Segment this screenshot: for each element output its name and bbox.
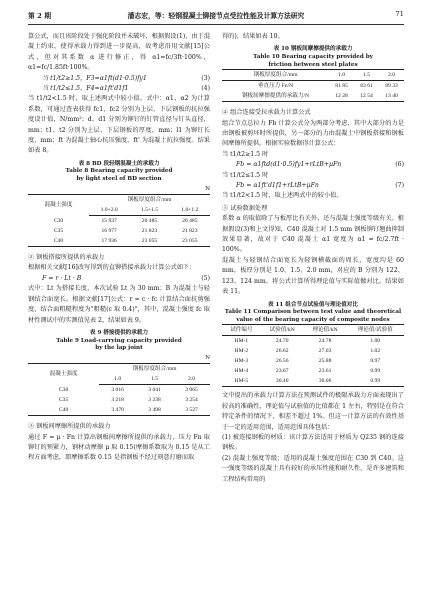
equation-text: Fb = α1ft'd1f1+rLtB+μFn xyxy=(236,182,319,190)
table-cell: C30 xyxy=(53,217,64,224)
table-row xyxy=(28,405,210,416)
table-subheader: 1.0+2.0 xyxy=(89,205,129,216)
paragraph: 算公式，而且该阶段处于强化阶段并未破坏，根据假设(1)，由于混凝土约束，使得承载力得到进一步提高，故考虑沿用文献[15]公式，但对其系数 α 进行修正，得 α1=fc/3ft·100%，α1=fc/1.85ft·100%。 xyxy=(28,33,211,72)
table-cell: 23 055 xyxy=(170,236,210,247)
table-cell: 26.56 xyxy=(275,358,289,365)
table11-caption-cn: 表 11 组合节点试验值与理论值对比 xyxy=(268,301,358,308)
table-cell: 3 527 xyxy=(173,405,210,416)
section-heading: ③ 钢板间摩擦所提供的承载力 xyxy=(28,423,111,431)
section-heading: ④ 组合连接受拉承载力计算公式 xyxy=(222,109,311,117)
table-cell: 3 254 xyxy=(185,397,198,404)
equation-condition: 当 t1/t2≤1.5 时 xyxy=(222,171,269,179)
equation-number: (6) xyxy=(395,161,404,169)
table9-caption-en-1: Table 9 Load-carrying capacity provided xyxy=(56,337,182,344)
table-header: 钢板厚度组合/mm xyxy=(89,195,210,206)
table-row xyxy=(222,336,404,347)
equation-7 xyxy=(222,181,404,191)
table-cell: 30.06 xyxy=(304,376,347,387)
table-cell: 83 61 xyxy=(360,83,373,90)
table10-caption-en-1: Table 10 Bearing capacity provided by xyxy=(253,54,373,60)
table-header: 钢板厚度组合/mm xyxy=(222,70,329,81)
equation-text: F = r · Lt · B xyxy=(42,274,82,282)
table-row xyxy=(222,356,404,366)
equation-number: (3) xyxy=(201,74,210,82)
table9-caption-en-2: by the lap joint xyxy=(95,345,143,352)
table8-unit: N xyxy=(205,185,210,192)
table-cell: HM-2 xyxy=(234,348,249,355)
paragraph: (2) 混凝土强度等级：适用的混凝土强度范围在 C30 到 C40。这一强度等级的混凝土具有较好的承压性能和耐久性，是许多建筑和工程结构常用的 xyxy=(222,454,404,483)
table-cell: 89 33 xyxy=(385,83,398,90)
table-cell: 0.99 xyxy=(347,376,404,387)
table-subheader: 1.0 xyxy=(99,374,136,385)
table-header: 试验值/kN xyxy=(261,325,304,336)
equation-number: (5) xyxy=(201,274,210,282)
table-cell: 3 065 xyxy=(185,387,198,394)
paragraph: 根据相关文献[16]改写得到的直铆搭接承载力计算公式如下： xyxy=(28,264,196,272)
page-number: 71 xyxy=(395,10,404,18)
table-cell: 钢板间摩擦提供的承载力/N xyxy=(222,91,329,102)
table-cell: HM-4 xyxy=(234,368,249,375)
table-cell: 20 485 xyxy=(141,218,158,225)
table-cell: 0.97 xyxy=(370,358,381,365)
table10-caption-en-2: friction between steel plates xyxy=(268,61,358,68)
table-cell: 20 485 xyxy=(182,218,198,225)
table-cell: 24.78 xyxy=(318,338,332,345)
running-title: 潘志宏，等：轻钢混凝土铆接节点受拉性能及计算方法研究 xyxy=(127,12,305,20)
table-row xyxy=(28,395,210,405)
table-header: 理论值/试验值 xyxy=(347,325,404,336)
paragraph: 当 t1/t2<1.5 时，取上述两式中较小值。式中：α1、α2 为计算系数，可通过查表获得 fc1、fc2 分别为上层、下层钢板的抗拉强度设计值，N/mm²；d、d1 分别为铆钉的钉管直径与钉头直径，mm；t1、t2 分别为上层、下层钢板的厚度，mm；l1 为铆钉长度，mm；ft 为混凝土轴心抗压强度，ft' 为混凝土抗拉强度。结果如表 8。 xyxy=(28,95,210,155)
table-cell: C40 xyxy=(28,405,99,416)
table9-unit: N xyxy=(205,354,210,361)
equation-5 xyxy=(28,274,210,284)
table-row xyxy=(222,376,404,387)
table-cell: 24.70 xyxy=(275,338,289,345)
table-subheader: 1.5+1.5 xyxy=(129,205,169,216)
table-cell: C30 xyxy=(58,386,69,393)
table-cell: 3 218 xyxy=(111,397,124,404)
table11-caption-en-1: Table 11 Comparison between test value and theoretical xyxy=(224,309,402,316)
table-cell: C35 xyxy=(53,228,64,235)
paragraph: 混凝土与轻钢结合面宽长为轻钢横截面的周长，宽度均是 60 mm，板厚分别是 1.0、1.5、2.0 mm，对应的 B 分别为 122、123、124 mm。将公式计算所得理论值与实际值做对比，结果如表 11。 xyxy=(222,256,404,296)
paragraph: 文中提出的承载力计算方法在预测试件的极限承载力方面表现出了较高的准确性，理论值与试验值的比值都在 1 左右，特别是在符合特定条件的情况下，相差不超过 1%。但这一计算方法的有效性基于一定的适用范围，适用范围具体包括： xyxy=(222,392,404,431)
table-cell: 3 041 xyxy=(148,387,161,394)
table-row xyxy=(28,236,210,247)
table-subheader: 1.0+1.2 xyxy=(170,205,210,216)
equation-condition: 当 t1/t2≥1.5 时 xyxy=(222,150,269,158)
table-header: 试件编号 xyxy=(222,325,261,336)
paragraph: 式中：Lt 为搭接长度，本次试验 Lt 为 30 mm；B 为混凝土与轻钢结合面宽长。根据文献[17]公式：r = c · fc 计算结合面抗剪强度，结合面粗糙程度为"粗糙(c 取 0.4)"，其中，混凝土强度 fc 取材性测试中的实测值见表 2，结果如表 9。 xyxy=(28,285,210,324)
table-cell: 30.40 xyxy=(261,376,304,387)
right-column xyxy=(222,32,404,485)
table-cell: 3 238 xyxy=(148,397,161,404)
table-row xyxy=(28,216,210,227)
table-row xyxy=(222,91,404,102)
table-cell: 13 40 xyxy=(379,91,404,102)
table-cell: 17 936 xyxy=(89,236,129,247)
table-11 xyxy=(222,324,404,387)
table-cell: 16 977 xyxy=(101,228,117,235)
table11-caption-en-2: value of the bearing capacity of composite nodes xyxy=(236,316,390,323)
equation-3 xyxy=(28,74,210,84)
table-cell: 3 498 xyxy=(136,405,173,416)
equation-4 xyxy=(28,84,210,94)
table-cell: 1.02 xyxy=(370,348,381,355)
table-row xyxy=(222,346,404,356)
left-column xyxy=(28,32,210,464)
section-heading: ② 钢板搭接所提供的承载力 xyxy=(28,254,105,262)
table-cell: 3 470 xyxy=(99,405,136,416)
table-subheader: 2.0 xyxy=(173,374,210,385)
equation-number: (7) xyxy=(395,182,404,190)
table-cell: HM-1 xyxy=(234,338,249,345)
table-cell: 12 28 xyxy=(329,91,354,102)
paragraph: 通过 F = μ · Fn 计算出钢板间摩擦所提供的承载力，压力 Fn 取铆钉的预紧力，钢材动摩擦 μ 取 0.15(摩擦系数取为 0.15 是从工程方面考虑，即摩擦系数 0.15 是指钢板不经过刻意打磨而取 xyxy=(28,433,210,462)
table-header: 钢板厚度组合/mm xyxy=(99,364,210,375)
table-cell: 26.62 xyxy=(275,348,289,355)
equation-6 xyxy=(222,160,404,170)
table-cell: 81 85 xyxy=(335,83,348,90)
table-cell: C35 xyxy=(58,397,69,404)
table-subheader: 1.5 xyxy=(136,374,173,385)
table-cell: 1.00 xyxy=(370,338,381,345)
equation-number: (4) xyxy=(201,85,210,93)
table-cell: 27.03 xyxy=(318,348,332,355)
equation-text: 当 t1/t2≤1.5，F4=α1ft'd1f1 xyxy=(42,85,129,93)
table-header: 1.0 xyxy=(329,70,354,81)
table-cell: 15 937 xyxy=(101,218,117,225)
table-cell: 23.61 xyxy=(318,368,332,375)
table-row xyxy=(222,81,404,92)
table-cell: HM-3 xyxy=(234,358,249,365)
header-rule xyxy=(28,24,404,25)
table-cell: HM-5 xyxy=(222,376,261,387)
paragraph: 得的)，结果如表 10。 xyxy=(222,33,284,40)
page-header xyxy=(28,10,404,22)
table-10 xyxy=(222,69,404,102)
table-9 xyxy=(28,363,210,416)
table-header: 1.5 xyxy=(354,70,379,81)
table10-caption-cn: 表 10 钢板间摩擦提供的承载力 xyxy=(273,46,353,53)
paragraph: 当 t1/t2<1.5 时，取上述两式中的较小值。 xyxy=(222,192,343,200)
table-8 xyxy=(28,194,210,247)
equation-text: Fb = α1ftd(d1·0.5)fy1+rLtB+μFn xyxy=(236,161,342,169)
table-header: 混凝土强度 xyxy=(28,364,99,385)
table8-caption-cn: 表 8 BD 段轻钢混凝土的承载力 xyxy=(78,160,160,167)
table9-caption-cn: 表 9 搭接提供的承载力 xyxy=(89,329,149,336)
table-cell: 3 016 xyxy=(111,387,124,394)
table-row xyxy=(28,226,210,236)
table-cell: 0.99 xyxy=(370,368,381,375)
section-heading: ⑤ 试验数据处理 xyxy=(222,204,268,212)
table-header: 理论值/kN xyxy=(304,325,347,336)
table8-caption-en-1: Table 8 Bearing capacity provided xyxy=(65,168,173,175)
table-cell: C40 xyxy=(28,236,89,247)
table-cell: 21 823 xyxy=(182,228,198,235)
table-cell: 25.88 xyxy=(318,358,332,365)
table-row xyxy=(222,366,404,376)
table-cell: 垂直压力 Fn/N xyxy=(257,83,294,90)
table8-caption-en-2: by light steel of BD section xyxy=(76,176,162,183)
table-cell: 23.67 xyxy=(275,368,289,375)
table-cell: 12 54 xyxy=(354,91,379,102)
table-header: 混凝土强度 xyxy=(28,195,89,216)
paragraph: 组合节点总拉力 Fb 计算公式分为两部分考虑，其中大部分的力是由钢板被剪坏时所提供，另一部分的力由混凝土中钢板搭接和钢板间摩擦所提供。根据实验数据得计算公式： xyxy=(222,119,404,148)
table-cell: 23 055 xyxy=(129,236,169,247)
issue-number: 第 2 期 xyxy=(28,12,52,20)
table-row xyxy=(28,385,210,396)
paragraph: (1) 被连接钢板的材质：该计算方法适用于材质为 Q235 钢的连接钢板。 xyxy=(222,433,404,452)
table-cell: 21 823 xyxy=(141,228,158,235)
equation-text: 当 t1/t2≥1.5，F3=α1ft(d1·0.5)fy1 xyxy=(42,74,147,82)
paragraph: 系数 α 的取值除了与板厚比有关外，还与混凝土强度等级有关。根据假设(3)和上文得知，C40 混凝土对 1.5 mm 钢板铆钉翘曲抑制效果显著，故对于 C40 混凝土 α1 宽度为 α1 = fc/2.7ft · 100%。 xyxy=(222,215,404,254)
table-header: 2.0 xyxy=(379,70,404,81)
